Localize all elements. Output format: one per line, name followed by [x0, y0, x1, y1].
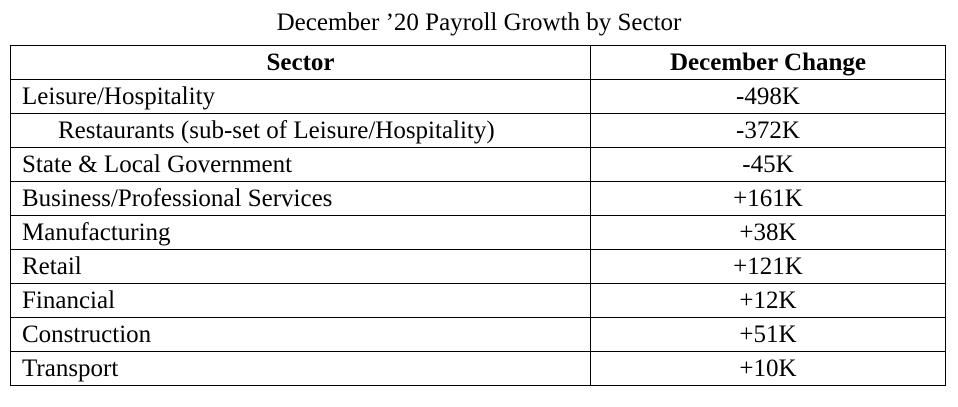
table-row: [11, 352, 946, 386]
december-change-cell: +10K: [591, 352, 946, 386]
december-change-cell: +51K: [591, 318, 946, 352]
december-change-cell: -45K: [591, 148, 946, 182]
sector-cell: Restaurants (sub-set of Leisure/Hospitality): [11, 114, 591, 148]
december-change-cell: -372K: [591, 114, 946, 148]
sector-cell: Construction: [11, 318, 591, 352]
sector-cell: Leisure/Hospitality: [11, 80, 591, 114]
column-header-december-change: December Change: [591, 46, 946, 80]
sector-cell: State & Local Government: [11, 148, 591, 182]
sector-cell: Financial: [11, 284, 591, 318]
header-row: [11, 46, 946, 80]
december-change-cell: +161K: [591, 182, 946, 216]
table-row: [11, 284, 946, 318]
table-row: [11, 148, 946, 182]
sector-cell: Transport: [11, 352, 591, 386]
column-header-sector: Sector: [11, 46, 591, 80]
december-change-cell: +12K: [591, 284, 946, 318]
december-change-cell: -498K: [591, 80, 946, 114]
table-row: [11, 216, 946, 250]
table-row: [11, 318, 946, 352]
table-row: [11, 80, 946, 114]
table-row: [11, 114, 946, 148]
table-row: [11, 250, 946, 284]
sector-cell: Manufacturing: [11, 216, 591, 250]
sector-cell: Business/Professional Services: [11, 182, 591, 216]
december-change-cell: +38K: [591, 216, 946, 250]
sector-cell: Retail: [11, 250, 591, 284]
table-row: [11, 182, 946, 216]
payroll-table: [10, 45, 946, 386]
table-title: December ’20 Payroll Growth by Sector: [276, 9, 682, 36]
table-body: [11, 80, 946, 386]
december-change-cell: +121K: [591, 250, 946, 284]
